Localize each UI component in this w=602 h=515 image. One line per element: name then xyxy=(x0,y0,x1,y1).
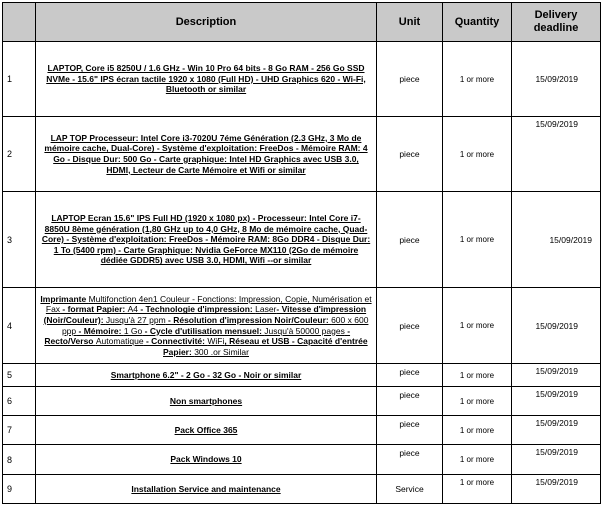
header-row xyxy=(3,3,601,42)
row-deadline: 15/09/2019 xyxy=(512,192,601,288)
description-fragment: - Cycle d'utilisation mensuel: xyxy=(142,325,265,336)
row-unit: piece xyxy=(377,445,443,475)
row-description: Smartphone 6.2" - 2 Go - 32 Go - Noir or similar xyxy=(36,364,377,387)
procurement-table xyxy=(2,2,601,504)
row-deadline: 15/09/2019 xyxy=(512,475,601,504)
table-row xyxy=(3,445,601,475)
row-unit: piece xyxy=(377,117,443,192)
description-fragment: Jusqu'à 27 ppm xyxy=(105,314,166,325)
description-fragment: WiFi xyxy=(207,336,225,347)
row-number: 2 xyxy=(3,117,36,192)
row-description: LAPTOP Ecran 15.6" IPS Full HD (1920 x 1080 px) - Processeur: Intel Core i7-8850U 8ème génération (1,80 GHz up to 4,0 GHz, 8 Mo de mémoire cache, Quad-Core) - Système d'exploitation: FreeDos - Mémoire RAM: 8Go DDR4 - Disque Dur: 1 To (5400 rpm) - Carte Graphique: Nvidia GeForce MX110 (2Go de mémoire dédiée GDDR5) avec USB 3.0, HDMI, Wifi --or similar xyxy=(36,192,377,288)
description-fragment: Jusqu'à 50000 pages xyxy=(264,325,345,336)
row-description: Non smartphones xyxy=(36,387,377,416)
description-fragment: A4 xyxy=(127,304,138,315)
description-fragment: - Mémoire: xyxy=(76,325,124,336)
header-description: Description xyxy=(36,3,377,42)
row-unit: piece xyxy=(377,387,443,416)
description-fragment: - format Papier: xyxy=(60,304,128,315)
row-deadline: 15/09/2019 xyxy=(512,42,601,117)
row-unit: piece xyxy=(377,288,443,364)
table-row xyxy=(3,387,601,416)
description-fragment: Imprimante xyxy=(40,293,89,304)
description-fragment: 300 .or Similar xyxy=(194,346,249,357)
row-deadline: 15/09/2019 xyxy=(512,364,601,387)
row-description: Pack Office 365 xyxy=(36,416,377,445)
row-description xyxy=(36,288,377,364)
row-unit: Service xyxy=(377,475,443,504)
table-row xyxy=(3,416,601,445)
description-fragment: 600 x 600 ppp xyxy=(61,314,369,336)
row-quantity: 1 or more xyxy=(443,117,512,192)
row-unit: piece xyxy=(377,42,443,117)
row-quantity: 1 or more xyxy=(443,364,512,387)
row-number: 6 xyxy=(3,387,36,416)
row-deadline: 15/09/2019 xyxy=(512,416,601,445)
row-quantity: 1 or more xyxy=(443,42,512,117)
row-description: Installation Service and maintenance xyxy=(36,475,377,504)
row-deadline: 15/09/2019 xyxy=(512,288,601,364)
header-deadline: Delivery deadline xyxy=(512,3,601,42)
row-deadline: 15/09/2019 xyxy=(512,445,601,475)
table-row xyxy=(3,364,601,387)
description-fragment: - Recto/Verso xyxy=(44,325,351,347)
row-unit: piece xyxy=(377,416,443,445)
row-number: 7 xyxy=(3,416,36,445)
header-unit: Unit xyxy=(377,3,443,42)
row-quantity: 1 or more xyxy=(443,475,512,504)
row-number: 5 xyxy=(3,364,36,387)
row-description: LAPTOP, Core i5 8250U / 1.6 GHz - Win 10 Pro 64 bits - 8 Go RAM - 256 Go SSD NVMe - 15.6" IPS écran tactile 1920 x 1080 (Full HD) - UHD Graphics 620 - Wi-Fi, Bluetooth or similar xyxy=(36,42,377,117)
description-fragment: - Résolution d'impression Noir/Couleur: xyxy=(165,314,332,325)
row-number: 4 xyxy=(3,288,36,364)
row-unit: piece xyxy=(377,192,443,288)
row-quantity: 1 or more xyxy=(443,416,512,445)
row-unit: piece xyxy=(377,364,443,387)
table-row xyxy=(3,288,601,364)
description-fragment: 1 Go xyxy=(123,325,143,336)
header-number xyxy=(3,3,36,42)
row-description: Pack Windows 10 xyxy=(36,445,377,475)
row-quantity: 1 or more xyxy=(443,387,512,416)
row-number: 1 xyxy=(3,42,36,117)
row-number: 8 xyxy=(3,445,36,475)
row-quantity: 1 or more xyxy=(443,192,512,288)
table-row xyxy=(3,117,601,192)
row-quantity: 1 or more xyxy=(443,445,512,475)
table-row xyxy=(3,192,601,288)
description-fragment: Automatique xyxy=(95,336,144,347)
description-fragment: - Connectivité: xyxy=(143,336,208,347)
description-fragment: Multifonction 4en1 Couleur - Fonctions: Impression, Copie, Numérisation et Fax xyxy=(45,293,372,315)
header-quantity: Quantity xyxy=(443,3,512,42)
description-fragment: - Technologie d'impression: xyxy=(138,304,256,315)
description-fragment: Laser xyxy=(255,304,277,315)
row-deadline: 15/09/2019 xyxy=(512,387,601,416)
row-description: LAP TOP Processeur: Intel Core i3-7020U 7éme Génération (2.3 GHz, 3 Mo de mémoire cache, Dual-Core) - Système d'exploitation: FreeDos - Mémoire RAM: 4 Go - Disque Dur: 500 Go - Carte graphique: Intel HD Graphics avec USB 3.0, HDMI, Lecteur de Carte Mémoire et Wifi or similar xyxy=(36,117,377,192)
row-number: 3 xyxy=(3,192,36,288)
description-fragment: - Vitesse d'impression (Noir/Couleur): xyxy=(43,304,367,325)
table-row xyxy=(3,475,601,504)
row-quantity: 1 or more xyxy=(443,288,512,364)
row-deadline: 15/09/2019 xyxy=(512,117,601,192)
description-fragment: , Réseau et USB - Capacité d'entrée Papier: xyxy=(163,336,368,357)
row-number: 9 xyxy=(3,475,36,504)
table-row xyxy=(3,42,601,117)
